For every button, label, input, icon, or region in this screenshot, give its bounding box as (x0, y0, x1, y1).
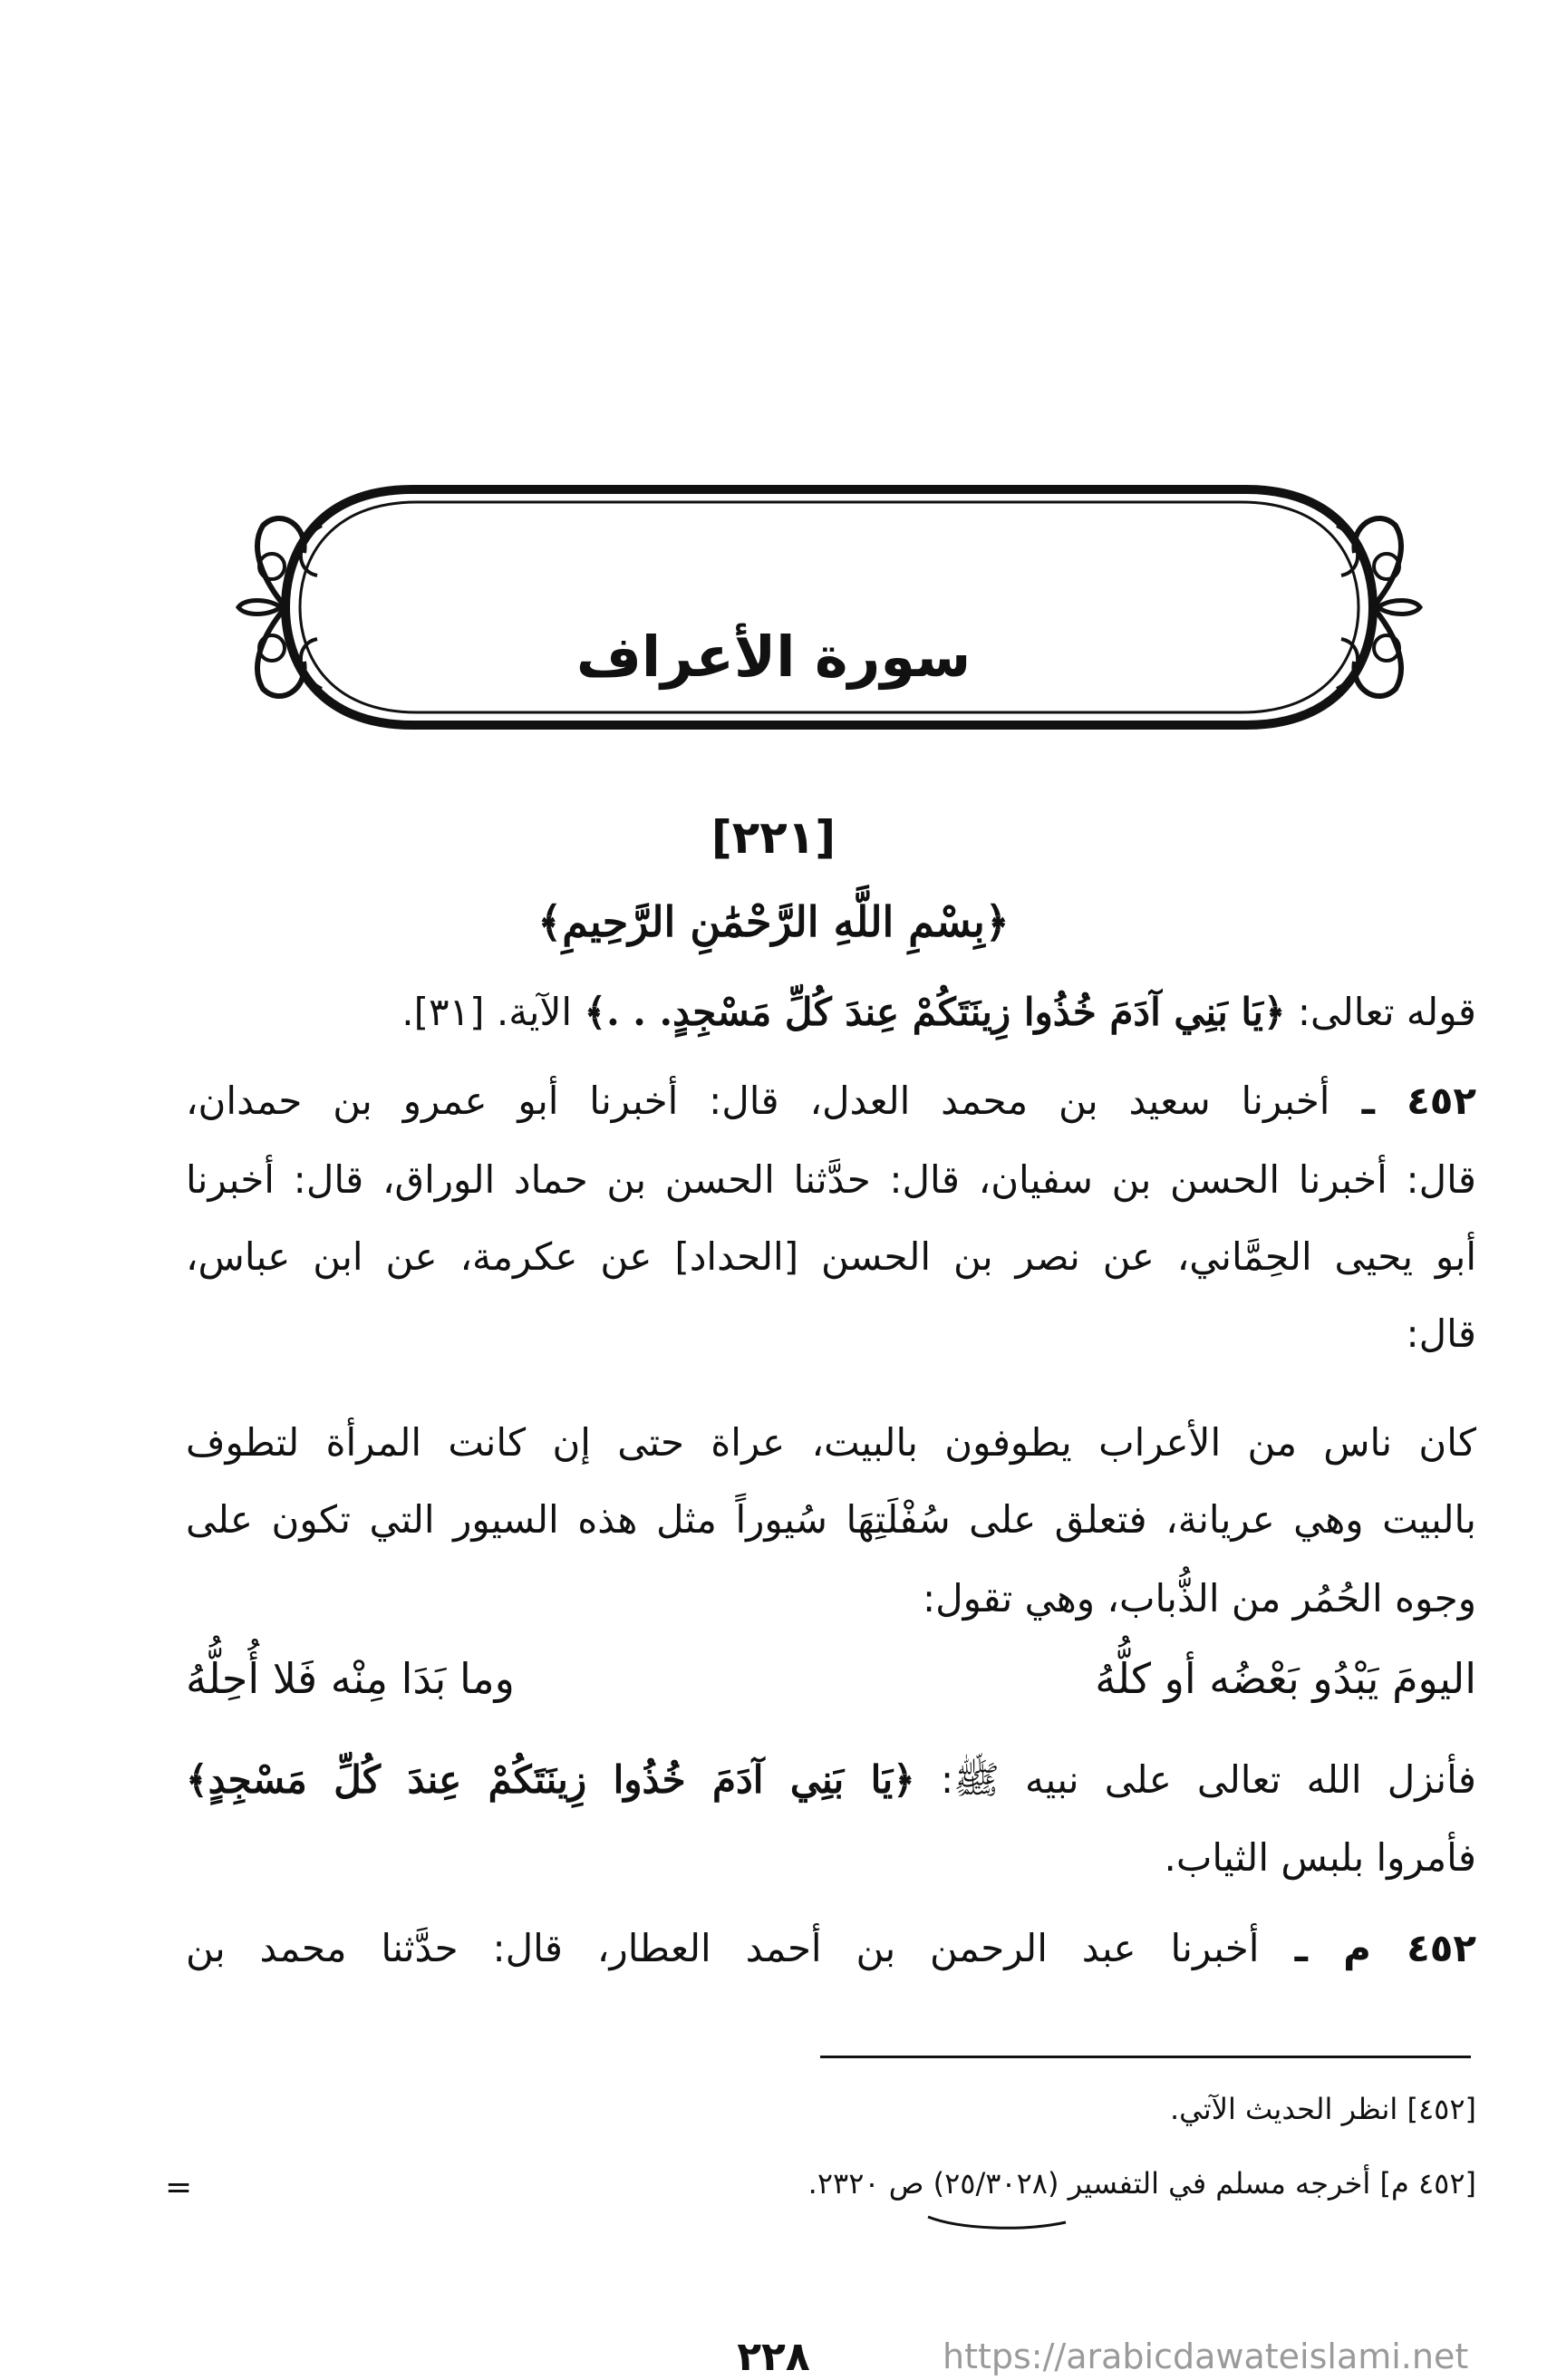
hadith-452-line-1 (186, 1072, 1476, 1130)
intro-lead: قوله تعالى: (1285, 990, 1476, 1034)
narration-line-3: وجوه الحُمُر من الذُّباب، وهي تقول: (922, 1576, 1476, 1621)
chapter-title: سورة الأعراف (575, 624, 972, 690)
intro-tail: الآية. [٣١]. (401, 990, 585, 1034)
basmala: ﴿بِسْمِ اللَّهِ الرَّحْمَٰنِ الرَّحِيمِ﴾ (537, 897, 1010, 946)
narration-line-1: كان ناس من الأعراب يطوفون بالبيت، عراة حتى إن كانت المرأة لتطوف (186, 1420, 1476, 1465)
narration-line-2: بالبيت وهي عريانة، فتعلق على سُفْلَتِهَا سُيوراً مثل هذه السيور التي تكون على (186, 1497, 1476, 1542)
footnote-divider (820, 2056, 1471, 2058)
poem-hemistich-2: وما بَدَا مِنْه فَلا أُحِلُّهُ (186, 1654, 515, 1703)
hadith-text: أخبرنا عبد الرحمن بن أحمد العطار، قال: حدَّثنا محمد بن (186, 1926, 1260, 1970)
hadith-text: أخبرنا سعيد بن محمد العدل، قال: أخبرنا أبو عمرو بن حمدان، (186, 1079, 1330, 1123)
watermark-url: https://arabicdawateislami.net (943, 2336, 1469, 2376)
intro-line (401, 983, 1476, 1041)
hadith-number: ٤٥٢ ـ (1329, 1079, 1476, 1123)
handwritten-underline (924, 2210, 1069, 2237)
page-number: ٢٢٨ (737, 2334, 810, 2380)
poem-verse (186, 1654, 1476, 1717)
quran-verse: ﴿يَا بَنِي آدَمَ خُذُوا زِينَتَكُمْ عِندَ كُلِّ مَسْجِدٍ﴾ (186, 1757, 915, 1802)
hadith-452m-line-1 (186, 1920, 1476, 1978)
continuation-mark: = (165, 2169, 193, 2206)
footnote-2: [٤٥٢ م] أخرجه مسلم في التفسير (٢٥/٣٠٢٨) ص ٢٣٢٠. (807, 2166, 1476, 2201)
section-number: [٢٢١] (711, 811, 836, 864)
hadith-452-line-4: قال: (1406, 1311, 1476, 1356)
revelation-line-2: فأمروا بلبس الثياب. (1164, 1835, 1476, 1880)
revelation-line-1 (186, 1751, 1476, 1809)
poem-hemistich-1: اليومَ يَبْدُو بَعْضُه أو كلُّهُ (1095, 1654, 1476, 1703)
title-cartouche (231, 471, 1427, 743)
hadith-452-line-3: أبو يحيى الحِمَّاني، عن نصر بن الحسن [الحداد] عن عكرمة، عن ابن عباس، (186, 1234, 1476, 1279)
revelation-lead: فأنزل الله تعالى على نبيه ﷺ: (914, 1757, 1476, 1802)
footnote-1: [٤٥٢] انظر الحديث الآتي. (1169, 2092, 1476, 2126)
hadith-452-line-2: قال: أخبرنا الحسن بن سفيان، قال: حدَّثنا الحسن بن حماد الوراق، قال: أخبرنا (186, 1157, 1476, 1202)
hadith-number: ٤٥٢ م ـ (1259, 1926, 1476, 1970)
quran-verse: ﴿يَا بَنِي آدَمَ خُذُوا زِينَتَكُمْ عِندَ كُلِّ مَسْجِدٍ. . .﴾ (584, 990, 1286, 1034)
